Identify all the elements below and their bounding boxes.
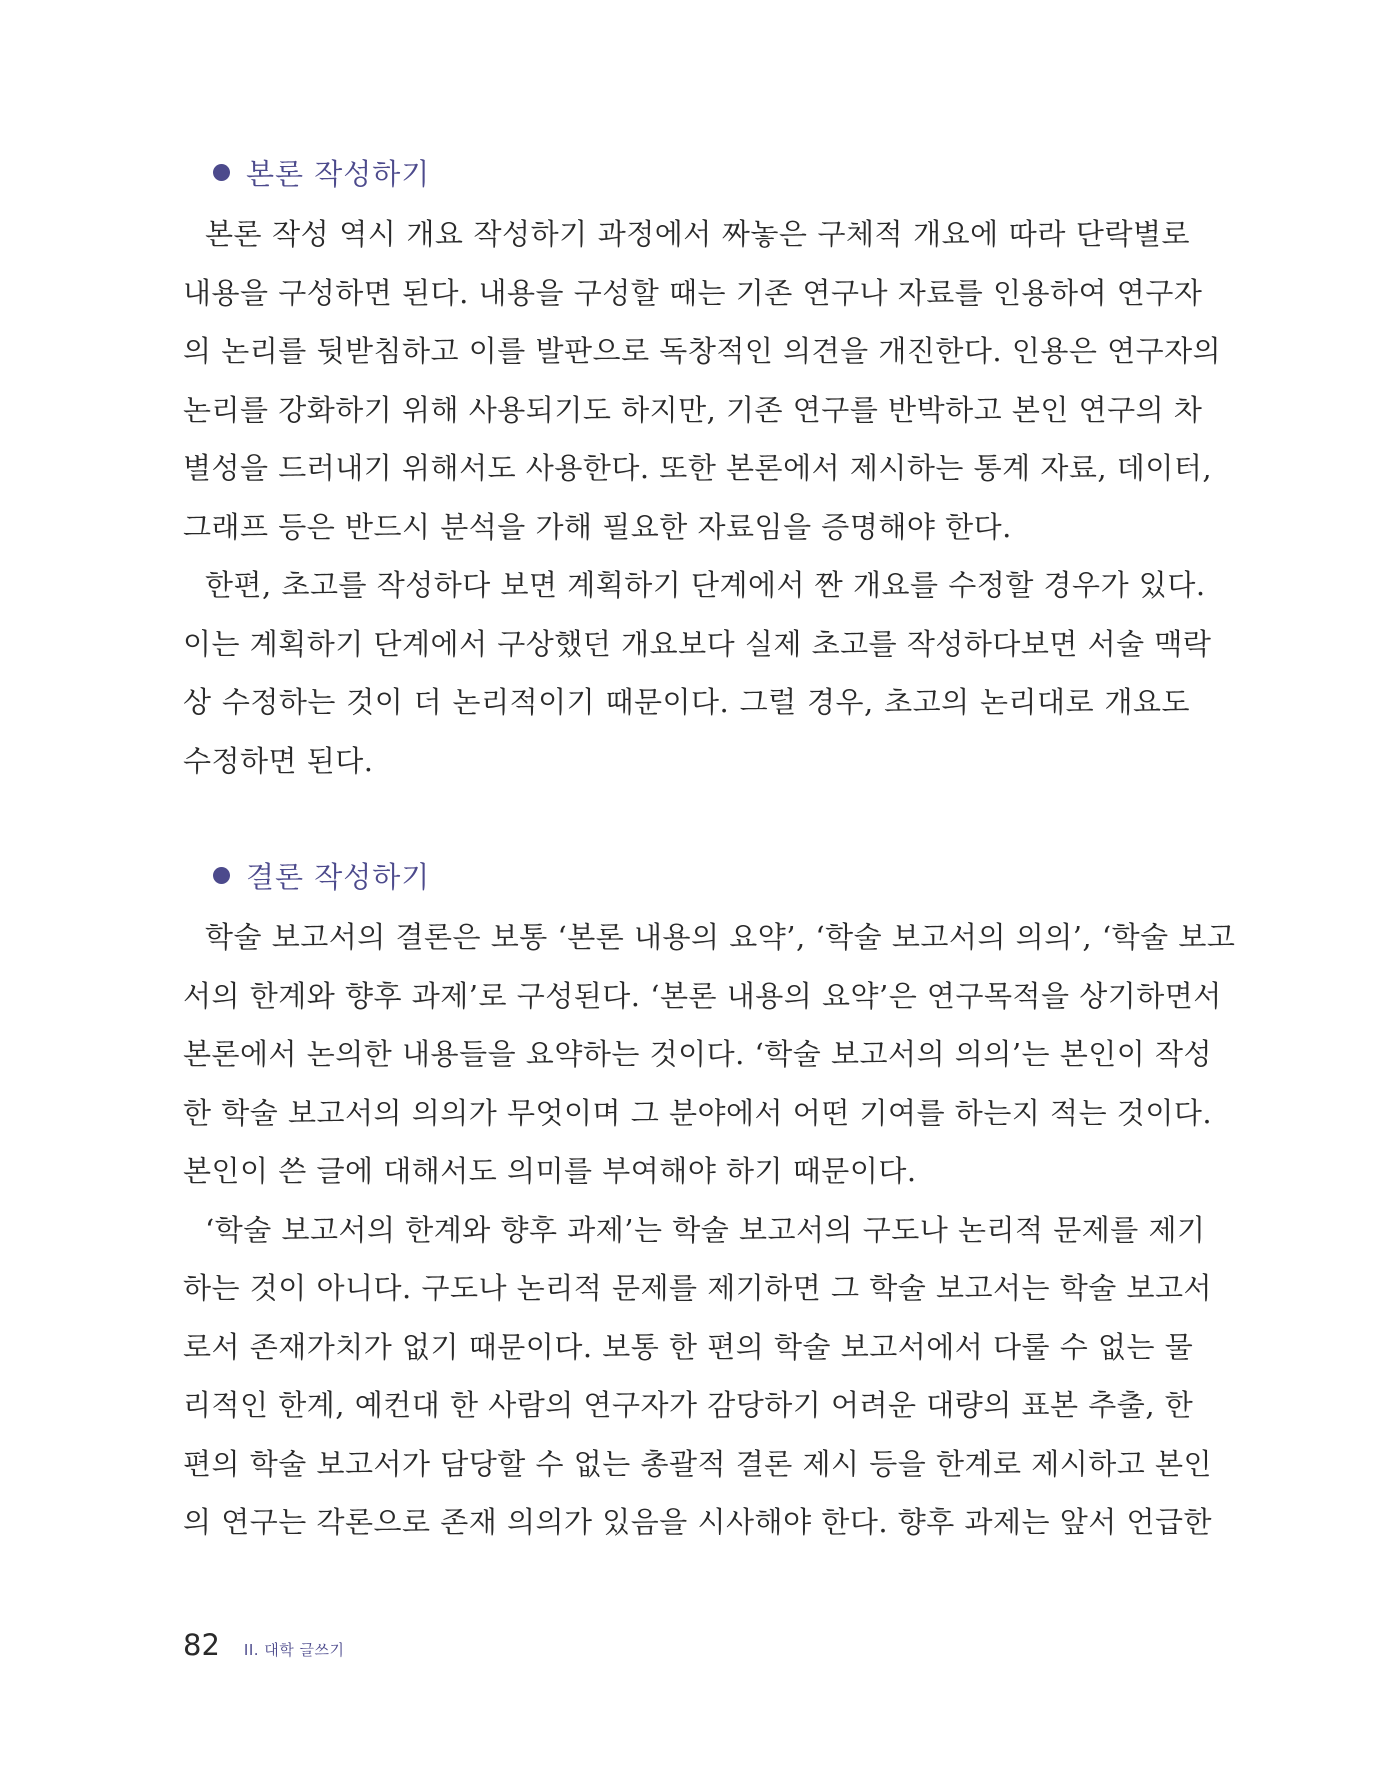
text-line: 서의 한계와 향후 과제’로 구성된다. ‘본론 내용의 요약’은 연구목적을 상기하면서 (183, 978, 1222, 1013)
page-footer (183, 1628, 345, 1662)
page-number: 82 (183, 1628, 220, 1662)
bullet-icon (213, 867, 230, 884)
text-line: 한편, 초고를 작성하다 보면 계획하기 단계에서 짠 개요를 수정할 경우가 있다. (205, 568, 1206, 602)
text-line: 별성을 드러내기 위해서도 사용한다. 또한 본론에서 제시하는 통계 자료, 데이터, (183, 451, 1213, 485)
paragraph (183, 205, 1222, 556)
text-line: 로서 존재가치가 없기 때문이다. 보통 한 편의 학술 보고서에서 다룰 수 없는 물 (183, 1329, 1194, 1364)
text-line: 본인이 쓴 글에 대해서도 의미를 부여해야 하기 때문이다. (183, 1154, 917, 1188)
text-line: 논리를 강화하기 위해 사용되기도 하지만, 기존 연구를 반박하고 본인 연구의 차 (183, 392, 1203, 427)
text-line: 본론 작성 역시 개요 작성하기 과정에서 짜놓은 구체적 개요에 따라 단락별로 (205, 217, 1190, 251)
text-line: 의 논리를 뒷받침하고 이를 발판으로 독창적인 의견을 개진한다. 인용은 연구자의 (183, 334, 1222, 368)
text-line: 한 학술 보고서의 의의가 무엇이며 그 분야에서 어떤 기여를 하는지 적는 것이다. (183, 1095, 1213, 1130)
section-heading-text: 결론 작성하기 (246, 860, 431, 894)
paragraph (183, 556, 1212, 790)
text-line: 하는 것이 아니다. 구도나 논리적 문제를 제기하면 그 학술 보고서는 학술 보고서 (183, 1271, 1213, 1305)
paragraph (183, 908, 1236, 1201)
text-line: 편의 학술 보고서가 담당할 수 없는 총괄적 결론 제시 등을 한계로 제시하고 본인 (183, 1446, 1213, 1481)
bullet-icon (213, 164, 230, 181)
text-line: 내용을 구성하면 된다. 내용을 구성할 때는 기존 연구나 자료를 인용하여 연구자 (183, 275, 1203, 310)
section-body-content (183, 205, 1222, 790)
text-line: 그래프 등은 반드시 분석을 가해 필요한 자료임을 증명해야 한다. (183, 509, 1012, 544)
text-line: 본론에서 논의한 내용들을 요약하는 것이다. ‘학술 보고서의 의의’는 본인이 작성 (183, 1037, 1213, 1071)
text-line: 이는 계획하기 단계에서 구상했던 개요보다 실제 초고를 작성하다보면 서술 맥락 (183, 626, 1212, 661)
section-heading-text: 본론 작성하기 (246, 157, 431, 191)
text-line: 의 연구는 각론으로 존재 의의가 있음을 시사해야 한다. 향후 과제는 앞서 언급한 (183, 1505, 1213, 1539)
paragraph (183, 1201, 1213, 1552)
section-heading-body (213, 152, 430, 193)
text-line: 수정하면 된다. (183, 743, 374, 778)
section-conclusion-content (183, 908, 1236, 1552)
chapter-label: II. 대학 글쓰기 (243, 1641, 345, 1659)
text-line: ‘학술 보고서의 한계와 향후 과제’는 학술 보고서의 구도나 논리적 문제를 제기 (205, 1212, 1206, 1247)
text-line: 상 수정하는 것이 더 논리적이기 때문이다. 그럴 경우, 초고의 논리대로 개요도 (183, 685, 1190, 719)
text-line: 리적인 한계, 예컨대 한 사람의 연구자가 감당하기 어려운 대량의 표본 추출, 한 (183, 1388, 1194, 1422)
section-heading-conclusion (213, 855, 430, 896)
text-line: 학술 보고서의 결론은 보통 ‘본론 내용의 요약’, ‘학술 보고서의 의의’, ‘학술 보고 (205, 920, 1236, 954)
